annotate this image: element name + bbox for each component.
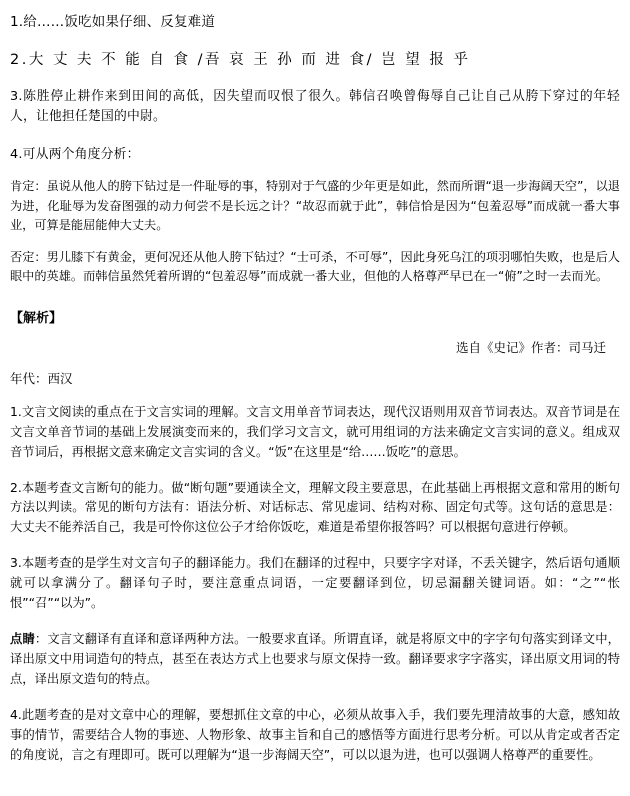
- analysis-heading: 【解析】: [10, 310, 63, 326]
- source-attribution: 选自《史记》作者：司马迁: [455, 340, 606, 356]
- answer-affirmative-text: 虽说从他人的胯下钻过是一件耻辱的事，特别对于气盛的少年更是如此，然而所谓“退一步海阔天空”，以退为进，化耻辱为发奋图强的动力何尝不是长远之计？“故忍而就于此”，韩信恰是因为“包羞忍辱”而成就一番大事业，可算是能屈能伸大丈夫。: [10, 179, 620, 233]
- answer-affirmative: [10, 177, 620, 236]
- answer-item-2: 2.大 丈 夫 不 能 自 食 /吾 哀 王 孙 而 进 食/ 岂 望 报 乎: [10, 51, 471, 68]
- analysis-paragraph-4: 4.此题考查的是对文章中心的理解，要想抓住文章的中心，必须从故事入手，我们要先理清故事的大意，感知故事的情节，需要结合人物的事迹、人物形象、故事主旨和自己的感悟等方面进行思考分析。可以从肯定或者否定的角度说，言之有理即可。既可以理解为“退一步海阔天空”，可以以退为进，也可以强调人格尊严的重要性。: [10, 707, 620, 762]
- era-line: 年代：西汉: [10, 370, 73, 386]
- answer-negative-label: 否定：: [10, 249, 47, 264]
- tip-label: 点睛: [10, 631, 35, 646]
- analysis-paragraph-1: 1.文言文阅读的重点在于文言实词的理解。文言文用单音节词表达，现代汉语则用双音节词表达。双音节词是在文言文单音节词的基础上发展演变而来的，我们学习文言文，就可用组词的方法来确定文言实词的意义。组成双音节词后，再根据文意来确定文言实词的含义。“饭”在这里是“给……饭吃”的意思。: [10, 404, 620, 459]
- tip-paragraph: [10, 630, 620, 690]
- answer-negative-text: 男儿膝下有黄金，更何况还从他人胯下钻过？“士可杀，不可辱”，因此身死乌江的项羽哪怕失败，也是后人眼中的英雄。而韩信虽然凭着所谓的“包羞忍辱”而成就一番大业，但他的人格尊严早已在一“俯”之时一去而光。: [10, 249, 620, 284]
- answer-affirmative-label: 肯定：: [10, 179, 47, 194]
- answer-item-3: 3.陈胜停止耕作来到田间的高低，因失望而叹恨了很久。韩信召唤曾侮辱自己让自己从胯下穿过的年轻人，让他担任楚国的中尉。: [10, 89, 620, 125]
- tip-text: ：文言文翻译有直译和意译两种方法。一般要求直译。所谓直译，就是将原文中的字字句句落实到译文中，译出原文中用词造句的特点，甚至在表达方式上也要求与原文保持一致。翻译要求字字落实，译出原文用词的特点，译出原文造句的特点。: [10, 631, 620, 686]
- answer-negative: [10, 248, 620, 287]
- analysis-paragraph-2: 2.本题考查文言断句的能力。做“断句题”要通读全文，理解文段主要意思，在此基础上再根据文意和常用的断句方法以判读。常见的断句方法有：语法分析、对话标志、常见虚词、结构对称、固定句式等。这句话的意思是：大丈夫不能养活自己，我是可怜你这位公子才给你饭吃，难道是希望你报答吗？可以根据句意进行停顿。: [10, 480, 620, 535]
- answer-item-1: 1.给……饭吃如果仔细、反复难道: [10, 14, 216, 30]
- analysis-paragraph-3: 3.本题考查的是学生对文言句子的翻译能力。我们在翻译的过程中，只要字字对译，不丢关键字，然后语句通顺就可以拿满分了。翻译句子时，要注意重点词语，一定要翻译到位，切忌漏翻关键词语。如：“之”“怅恨”“召”“以为”。: [10, 556, 620, 611]
- answer-item-4: 4.可从两个角度分析：: [10, 147, 140, 163]
